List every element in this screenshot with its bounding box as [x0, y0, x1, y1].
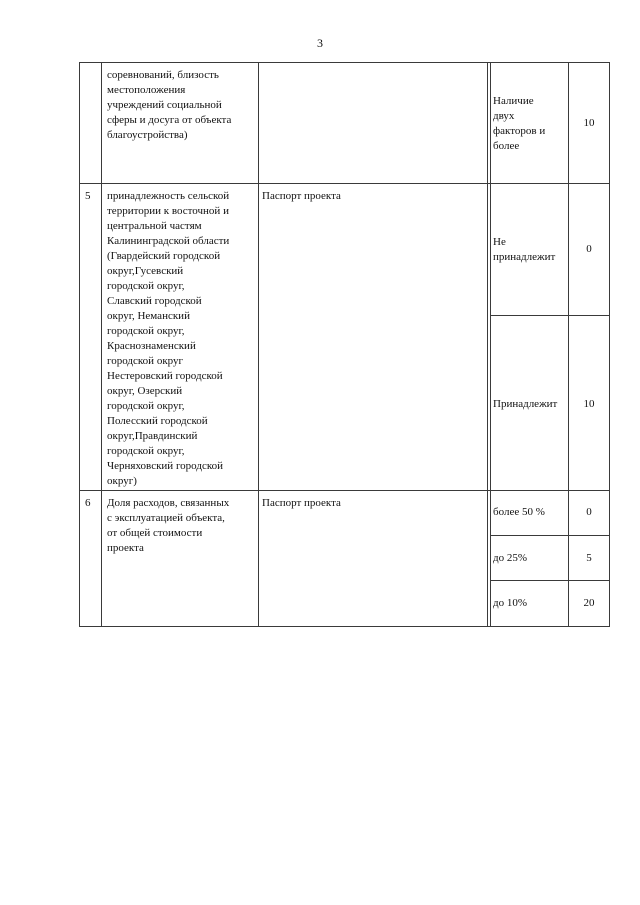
source-text: Паспорт проекта — [262, 190, 341, 202]
option-points: 0 — [586, 506, 592, 518]
option-divider — [490, 580, 610, 581]
option-points: 10 — [583, 398, 595, 410]
option-label: до 25% — [493, 552, 528, 564]
option-points: 10 — [583, 117, 595, 129]
page-number: 3 — [317, 36, 323, 50]
option-points: 5 — [586, 552, 592, 564]
option-points: 0 — [586, 243, 592, 255]
table-border-right — [609, 62, 610, 627]
option-label: Не принадлежит — [493, 236, 556, 263]
table-border-top — [79, 62, 610, 63]
criterion-text: Доля расходов, связанных с эксплуатацией объекта, от общей стоимости проекта — [107, 497, 230, 554]
option-label: до 10% — [493, 597, 528, 609]
row-number: 5 — [85, 190, 91, 202]
column-divider-source — [487, 62, 488, 627]
option-label: Наличие двух факторов и более — [493, 95, 546, 152]
option-label: более 50 % — [493, 506, 545, 518]
criterion-text: принадлежность сельской территории к восточной и центральной частям Калининградской области (Гвардейский городской округ,Гусевский городской округ, Славский городской округ, Неманский городской округ, Краснознаменский городской округ Нестеровский городской округ, Озерский городской округ, Полесский городской округ,Правдинский городской округ, Черняховский городской округ) — [107, 190, 230, 487]
table-border-bottom — [79, 626, 610, 627]
column-divider-number — [101, 62, 102, 627]
option-divider — [490, 315, 610, 316]
row-divider — [79, 183, 610, 184]
option-divider — [490, 535, 610, 536]
option-points: 20 — [583, 597, 595, 609]
source-text: Паспорт проекта — [262, 497, 341, 509]
column-divider-source-inner — [490, 62, 491, 627]
row-number: 6 — [85, 497, 91, 509]
column-divider-criterion — [258, 62, 259, 627]
option-label: Принадлежит — [493, 398, 558, 410]
criteria-table — [79, 62, 610, 627]
criterion-text: соревнований, близость местоположения учреждений социальной сферы и досуга от объекта благоустройства) — [107, 69, 232, 141]
table-border-left — [79, 62, 80, 627]
row-divider — [79, 490, 610, 491]
column-divider-option — [568, 62, 569, 627]
